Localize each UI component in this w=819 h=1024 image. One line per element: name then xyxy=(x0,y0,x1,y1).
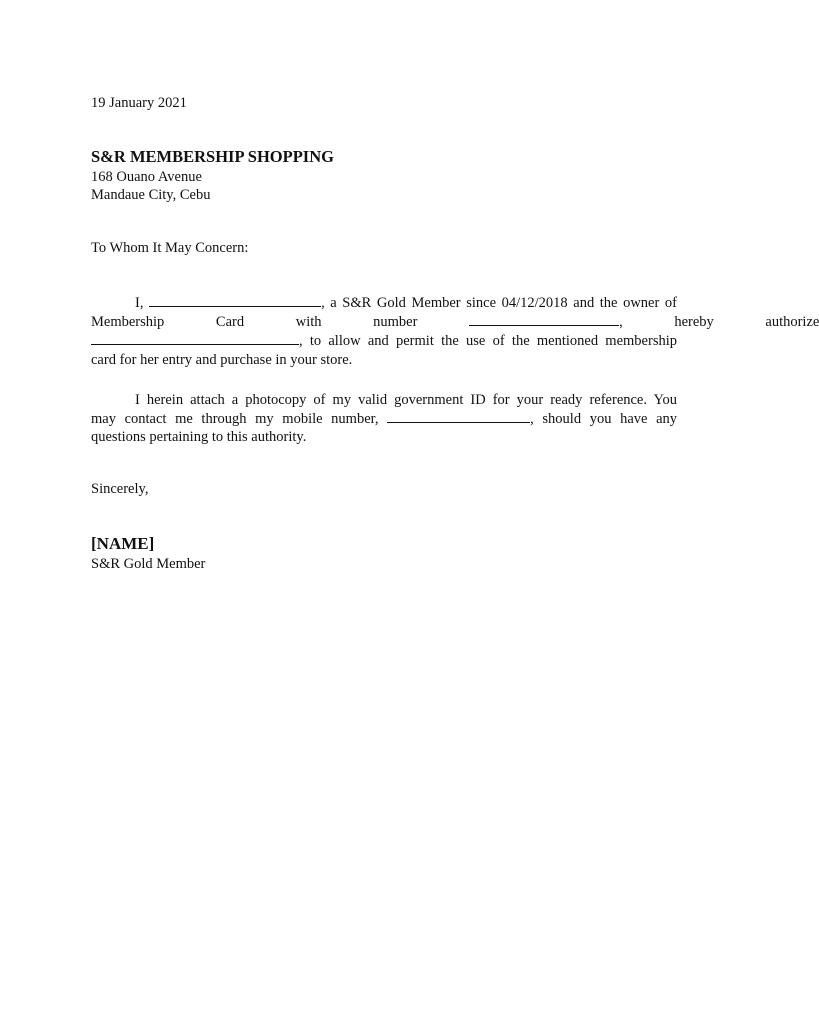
letter-date: 19 January 2021 xyxy=(91,95,187,111)
paragraph-text: , hereby authorize xyxy=(619,314,819,331)
paragraph-line xyxy=(91,409,677,428)
closing: Sincerely, xyxy=(91,481,149,497)
signature-title: S&R Gold Member xyxy=(91,556,206,572)
paragraph-text: card for her entry and purchase in your store. xyxy=(91,351,353,368)
paragraph-line xyxy=(91,331,677,350)
member-name-blank[interactable] xyxy=(149,293,321,307)
recipient-name: S&R MEMBERSHIP SHOPPING xyxy=(91,147,334,166)
paragraph-text: Membership Card with number xyxy=(91,314,418,331)
paragraph-text: , a S&R Gold Member since 04/12/2018 and the owner of xyxy=(321,295,677,311)
paragraph-text: questions pertaining to this authority. xyxy=(91,429,307,446)
recipient-city: Mandaue City, Cebu xyxy=(91,187,211,203)
paragraph-text: , to allow and permit the use of the mentioned membership xyxy=(299,333,677,350)
authorized-person-blank[interactable] xyxy=(91,331,299,345)
salutation: To Whom It May Concern: xyxy=(91,240,249,256)
signature-name: [NAME] xyxy=(91,534,155,553)
paragraph-line xyxy=(91,312,819,331)
card-number-blank[interactable] xyxy=(469,312,619,326)
paragraph-text: I herein attach a photocopy of my valid government ID for your ready reference. You xyxy=(135,392,677,408)
mobile-number-blank[interactable] xyxy=(387,409,530,423)
authorization-paragraph xyxy=(91,293,819,369)
paragraph-text: , should you have any xyxy=(530,411,677,428)
paragraph-line xyxy=(91,293,677,312)
paragraph-text: may contact me through my mobile number, xyxy=(91,411,379,428)
attachment-paragraph xyxy=(91,391,677,447)
paragraph-line xyxy=(91,391,677,409)
recipient-street: 168 Ouano Avenue xyxy=(91,169,202,185)
paragraph-text: I, xyxy=(135,295,144,311)
